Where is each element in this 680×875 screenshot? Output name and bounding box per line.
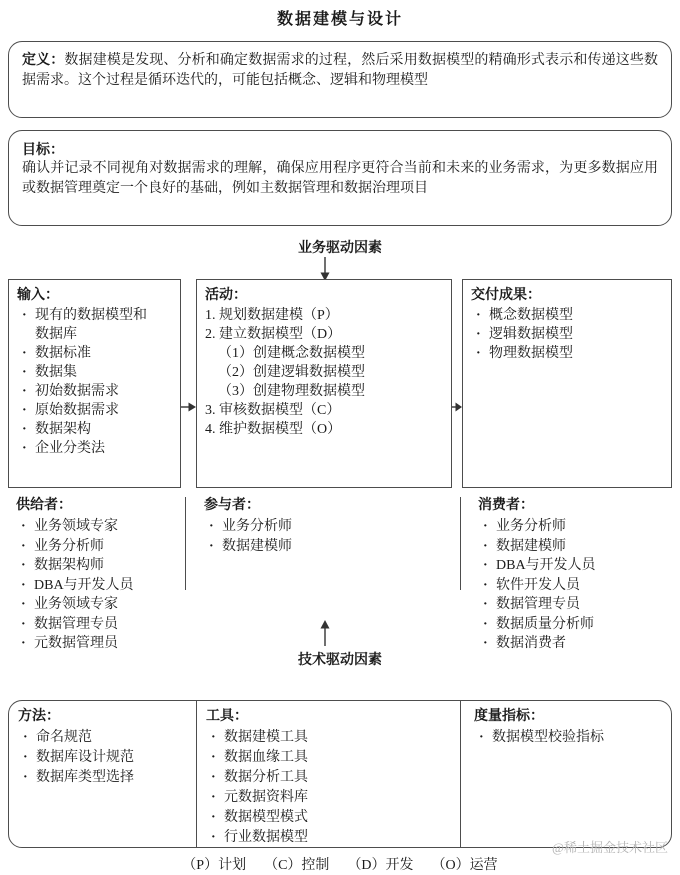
list-item: 1. 规划数据建模（P） — [205, 308, 339, 323]
list-item: · 元数据资料库 — [198, 788, 408, 808]
list-subitem: （2）创建逻辑数据模型 — [218, 365, 365, 380]
list-item: · 数据模型模式 — [198, 808, 408, 828]
list-item: · 数据建模工具 — [198, 728, 408, 748]
tools-column — [198, 703, 408, 848]
list-item: · 软件开发人员 — [470, 576, 672, 596]
arrow-up-icon — [318, 620, 332, 646]
list-item: · 数据管理专员 — [8, 615, 186, 635]
inputs-list — [9, 306, 180, 458]
list-item: · 数据建模师 — [470, 537, 672, 557]
methods-list — [10, 728, 192, 788]
legend — [0, 854, 680, 874]
list-item: · 行业数据模型 — [198, 828, 408, 848]
participants-column — [196, 494, 386, 556]
deliverables-list — [463, 306, 671, 363]
list-item: 2. 建立数据模型（D） — [205, 327, 342, 342]
arrow-right-icon — [452, 401, 462, 413]
list-item: · 业务领域专家 — [8, 595, 186, 615]
list-item: 3. 审核数据模型（C） — [205, 403, 341, 418]
consumers-column — [470, 494, 672, 654]
activities-label: 活动： — [205, 288, 247, 303]
deliverables-label: 交付成果： — [471, 288, 541, 303]
definition-label: 定义： — [22, 53, 65, 68]
list-item: · 命名规范 — [10, 728, 192, 748]
list-item: · 现有的数据模型和数据库 — [9, 306, 180, 344]
legend-item: （D）开发 — [347, 858, 414, 873]
legend-item: （C）控制 — [264, 858, 330, 873]
list-item: · 数据血缘工具 — [198, 748, 408, 768]
list-item: · 概念数据模型 — [463, 306, 671, 325]
business-drivers-label: 业务驱动因素 — [298, 241, 382, 256]
list-item: · 数据分析工具 — [198, 768, 408, 788]
methods-column — [10, 703, 192, 788]
list-item: · 数据消费者 — [470, 634, 672, 654]
list-item: · 数据库类型选择 — [10, 768, 192, 788]
participants-list — [196, 517, 386, 556]
legend-item: （O）运营 — [431, 858, 498, 873]
list-item: · 初始数据需求 — [9, 382, 180, 401]
definition-text: 数据建模是发现、分析和确定数据需求的过程，然后采用数据模型的精确形式表示和传递这些数据需求。这个过程是循环迭代的，可能包括概念、逻辑和物理模型 — [22, 53, 659, 88]
inputs-label: 输入： — [17, 288, 59, 303]
activities-list — [197, 306, 451, 439]
list-item: · 数据质量分析师 — [470, 615, 672, 635]
suppliers-list — [8, 517, 186, 654]
list-item: · 数据管理专员 — [470, 595, 672, 615]
metrics-label: 度量指标： — [474, 709, 544, 724]
list-item: · 数据库设计规范 — [10, 748, 192, 768]
list-item: 4. 维护数据模型（O） — [205, 422, 342, 437]
suppliers-column — [8, 494, 186, 654]
list-item: · 企业分类法 — [9, 439, 180, 458]
column-divider — [460, 497, 461, 590]
column-divider — [196, 701, 197, 847]
list-subitem: （1）创建概念数据模型 — [218, 346, 365, 361]
list-item: · 元数据管理员 — [8, 634, 186, 654]
tools-label: 工具： — [206, 709, 248, 724]
list-item: · 物理数据模型 — [463, 344, 671, 363]
inputs-box — [8, 279, 181, 488]
list-item: · 业务领域专家 — [8, 517, 186, 537]
suppliers-label: 供给者： — [16, 498, 72, 513]
methods-label: 方法： — [18, 709, 60, 724]
page-title: 数据建模与设计 — [276, 11, 403, 28]
metrics-column — [466, 703, 670, 748]
definition-box — [8, 41, 672, 118]
list-item: · 业务分析师 — [196, 517, 386, 537]
definition-paragraph — [22, 51, 658, 91]
tools-list — [198, 728, 408, 848]
list-subitem: （3）创建物理数据模型 — [218, 384, 365, 399]
list-item: · 业务分析师 — [8, 537, 186, 557]
list-item: · 数据架构 — [9, 420, 180, 439]
participants-label: 参与者： — [204, 498, 260, 513]
deliverables-box — [462, 279, 672, 488]
list-item: · 原始数据需求 — [9, 401, 180, 420]
arrow-down-icon — [318, 257, 332, 281]
list-item: · 数据集 — [9, 363, 180, 382]
list-item: · DBA与开发人员 — [8, 576, 186, 596]
list-item: · 数据架构师 — [8, 556, 186, 576]
goals-box — [8, 130, 672, 226]
legend-item: （P）计划 — [182, 858, 247, 873]
activities-box — [196, 279, 452, 488]
metrics-list — [466, 728, 670, 748]
technical-drivers-label: 技术驱动因素 — [298, 653, 382, 668]
list-item: · 逻辑数据模型 — [463, 325, 671, 344]
consumers-list — [470, 517, 672, 654]
list-item: · 数据建模师 — [196, 537, 386, 557]
list-item: · 业务分析师 — [470, 517, 672, 537]
list-item: · 数据模型校验指标 — [466, 728, 670, 748]
goals-label: 目标： — [22, 143, 64, 158]
column-divider — [185, 497, 186, 590]
list-item: · 数据标准 — [9, 344, 180, 363]
arrow-right-icon — [181, 401, 196, 413]
watermark: @稀土掘金技术社区 — [552, 840, 668, 855]
column-divider — [460, 701, 461, 847]
list-item: · DBA与开发人员 — [470, 556, 672, 576]
consumers-label: 消费者： — [478, 498, 534, 513]
goals-text: 确认并记录不同视角对数据需求的理解，确保应用程序更符合当前和未来的业务需求，为更多数据应用或数据管理奠定一个良好的基础，例如主数据管理和数据治理项目 — [22, 161, 658, 196]
